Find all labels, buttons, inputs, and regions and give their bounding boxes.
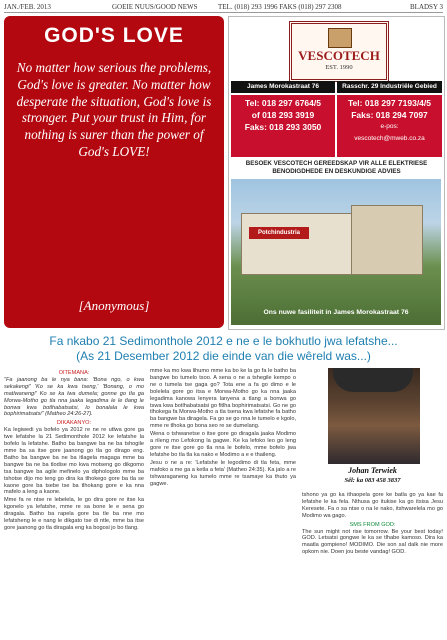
author-cell: Sêl: ka 083 458 3837 — [344, 477, 401, 484]
section-heading-oitemana: OITEMANA: — [58, 370, 90, 376]
building-main — [241, 213, 363, 275]
issue-date: JAN./FEB. 2013 — [4, 3, 51, 11]
building-side — [351, 205, 423, 275]
address-right: Rasschr. 29 Industriële Gebied — [337, 81, 442, 93]
portrait-hair — [333, 368, 413, 392]
telephone-3: Tel: 018 297 7193/4/5 — [347, 98, 432, 108]
paragraph: Mme fa re ntse re lebelela, le go dira gore re itse ka kgonelo ya lefatshe, mme re sa bone le e sena go diragala. Batho ba rapela gore ba tle ba nne mo lefatsheng le e nang le dikgato tse di ntle, mme ba itse gore jaanong go tla diragala eng ka bogosi jo bo tlang. — [4, 497, 144, 531]
page-number: BLADSY 3 — [410, 3, 443, 11]
publication-name: GOEIE NUUS/GOOD NEWS — [112, 3, 198, 11]
fax-1: Faks: 018 293 3050 — [244, 122, 322, 132]
section-heading-sms: SMS FROM GOD: — [349, 521, 396, 528]
gods-love-author: [Anonymous] — [78, 298, 150, 313]
contact-numbers: TEL. (018) 293 1996 FAKS (018) 297 2308 — [218, 3, 342, 11]
headline-afrikaans: (As 21 Desember 2012 die einde van die wêreld was...) — [76, 349, 371, 363]
column-3 — [302, 368, 443, 636]
article-headline — [0, 334, 447, 364]
advert-tagline — [231, 160, 442, 176]
column-2 — [150, 368, 296, 636]
photo-caption: Ons nuwe fasiliteit in James Morokastraat 76 — [263, 309, 409, 316]
paragraph: tshono ya go ka ithaopela gore ke batla go ya kae fa lefatshe le ka fela. Nthusa go itukise ka go itsisa Jesu Keresete. Fa o sa ntse o na le nako, itshwarelela mo go Modimo wa gago. — [302, 492, 443, 519]
section-heading-dikakanyo: DIKAKANYO: — [56, 420, 92, 427]
vescotech-advert — [228, 16, 445, 330]
headline-setswana: Fa nkabo 21 Sedimonthole 2012 e ne e le bokhutlo jwa lefatshe... — [49, 334, 398, 348]
scripture-text: "Fa jaanong ba le nya bana: 'Bona ngo, o kwa sekakeng!' 'Ko se ka kwa tseng,' 'Bonang, o mo matlwaneng!' Ko se ka lwa dumela; gonne go tla ga Morwa-Motho go tla nna jaaka legadima le le tlang le bonwa kwa botlhabatsatsi, lo bonalala le kwa bophirimatsatsi" (Matheo 24:26-27). — [4, 376, 144, 418]
company-name: VESCOTECH — [298, 48, 380, 63]
fax-2: Faks: 018 294 7097 — [351, 110, 428, 120]
paragraph: mme ka mo kwa lihumo mme ka bo ke la go fa le batho ba bangwe bo tumelo tsoo. A sena o ne a tshegile kempo o ne o tumela tse gaga go? Tota ene a fa go dimo e le bolelela gore go itsa e Morwa-Motho go ka nna jaaka legadima kanowa lenyera lanyena a tlang a bonwa go tswa kwa botlhabatsatsi go fitlha bophirimatsatsi. Go ne go tlhokega fa Morwa-Motho a tla tsena kwa lefatshe fa batho ba bangwe ba diragela. Fa go se go nna le tumelo e kgolo, mme re tlhoka go bona seo re se dumelang. — [150, 368, 296, 430]
paragraph: Ka legiwedi ya bofelo ya 2012 re ne re utlwa gore ga twe lefatshe la 21 Sedimonthole 2012 ke lefatshe la bofelo la lefatshe. Batho ba bangwe ba ne ba tshogile mme ba sa itse gore jaanong go tla go dirago eng. Batho ba bangwe ba ne ba itlagela magaga mme ba bangwe ba ne ba tlodise mo kwa motseng go dikgomo tsa bangwe ba agile mefinelo ya diphologolo mme ba tshotse dijo mo teng go dira ka tlhokego gore ba tla se kaone gore ba tsebe tse ba tlhokang gore e ka nna mafelo a leng a kaone. — [4, 427, 144, 496]
gods-love-title: GOD'S LOVE — [44, 24, 184, 47]
house-icon — [328, 28, 352, 48]
paragraph: Jesu o ne a re: 'Lefatshe le legodimo di tla feta, mme mafoko a me ga a ketla a feta' (Matheo 24:35). Ka jalo a re tshwaraganeng ka tumelo mme re tsamaye ka thuto ya gagwe. — [150, 459, 296, 487]
tagline-line-2: BENODIGDHEDE EN DESKUNDIGE ADVIES — [272, 168, 401, 175]
building-photo — [231, 179, 441, 325]
building-sign: Potchindustria — [249, 227, 309, 239]
author-name: Johan Terwiek — [348, 466, 397, 475]
contact-box-left — [231, 95, 335, 157]
page-header — [0, 0, 447, 13]
paragraph: The sun might not rise tomorrow. Be your best today! GOD. Letsatsi gongwe le ka se tlhabe kamoso. Dira ka maatla gompieno! MODIMO. Die son sal dalk nie more opkom nie. Doen jou beste vandag! GOD. — [302, 528, 443, 556]
telephone-2: of 018 293 3919 — [251, 110, 315, 120]
established-year: EST. 1990 — [325, 64, 353, 71]
paragraph: Wena o tshwanetse o itse gore go diragala jaaka Modimo a rileng mo Lefokong la gagwe. Ke ka lefoko leo go leng gore re itse gore go tla nna le bofelo, mme bofelo jwa lefatshe bo tla tla ka nako e Modimo a e e thaileng. — [150, 431, 296, 458]
author-portrait — [303, 368, 442, 488]
address-left: James Morokastraat 76 — [231, 81, 335, 93]
column-3-text — [302, 492, 443, 557]
scripture-quote — [4, 377, 144, 418]
header-divider — [4, 12, 443, 13]
email-address: vescotech@mweb.co.za — [354, 135, 425, 142]
tagline-line-1: BESOEK VESCOTECH GEREEDSKAP VIR ALLE ELEKTRIESE — [245, 160, 428, 167]
email-label: e-pos: — [380, 123, 399, 130]
gods-love-body: No matter how serious the problems, God's love is greater. No matter how desperate the situation, God's love is stronger. Put your trust in Him, for nothing is surer than the power of God's LOVE! — [16, 60, 212, 159]
gods-love-panel — [4, 16, 224, 328]
contact-box-right — [337, 95, 442, 157]
vescotech-logo — [289, 21, 389, 82]
column-1 — [4, 368, 144, 636]
article-body — [4, 368, 443, 636]
telephone-1: Tel: 018 297 6764/5 — [245, 98, 321, 108]
